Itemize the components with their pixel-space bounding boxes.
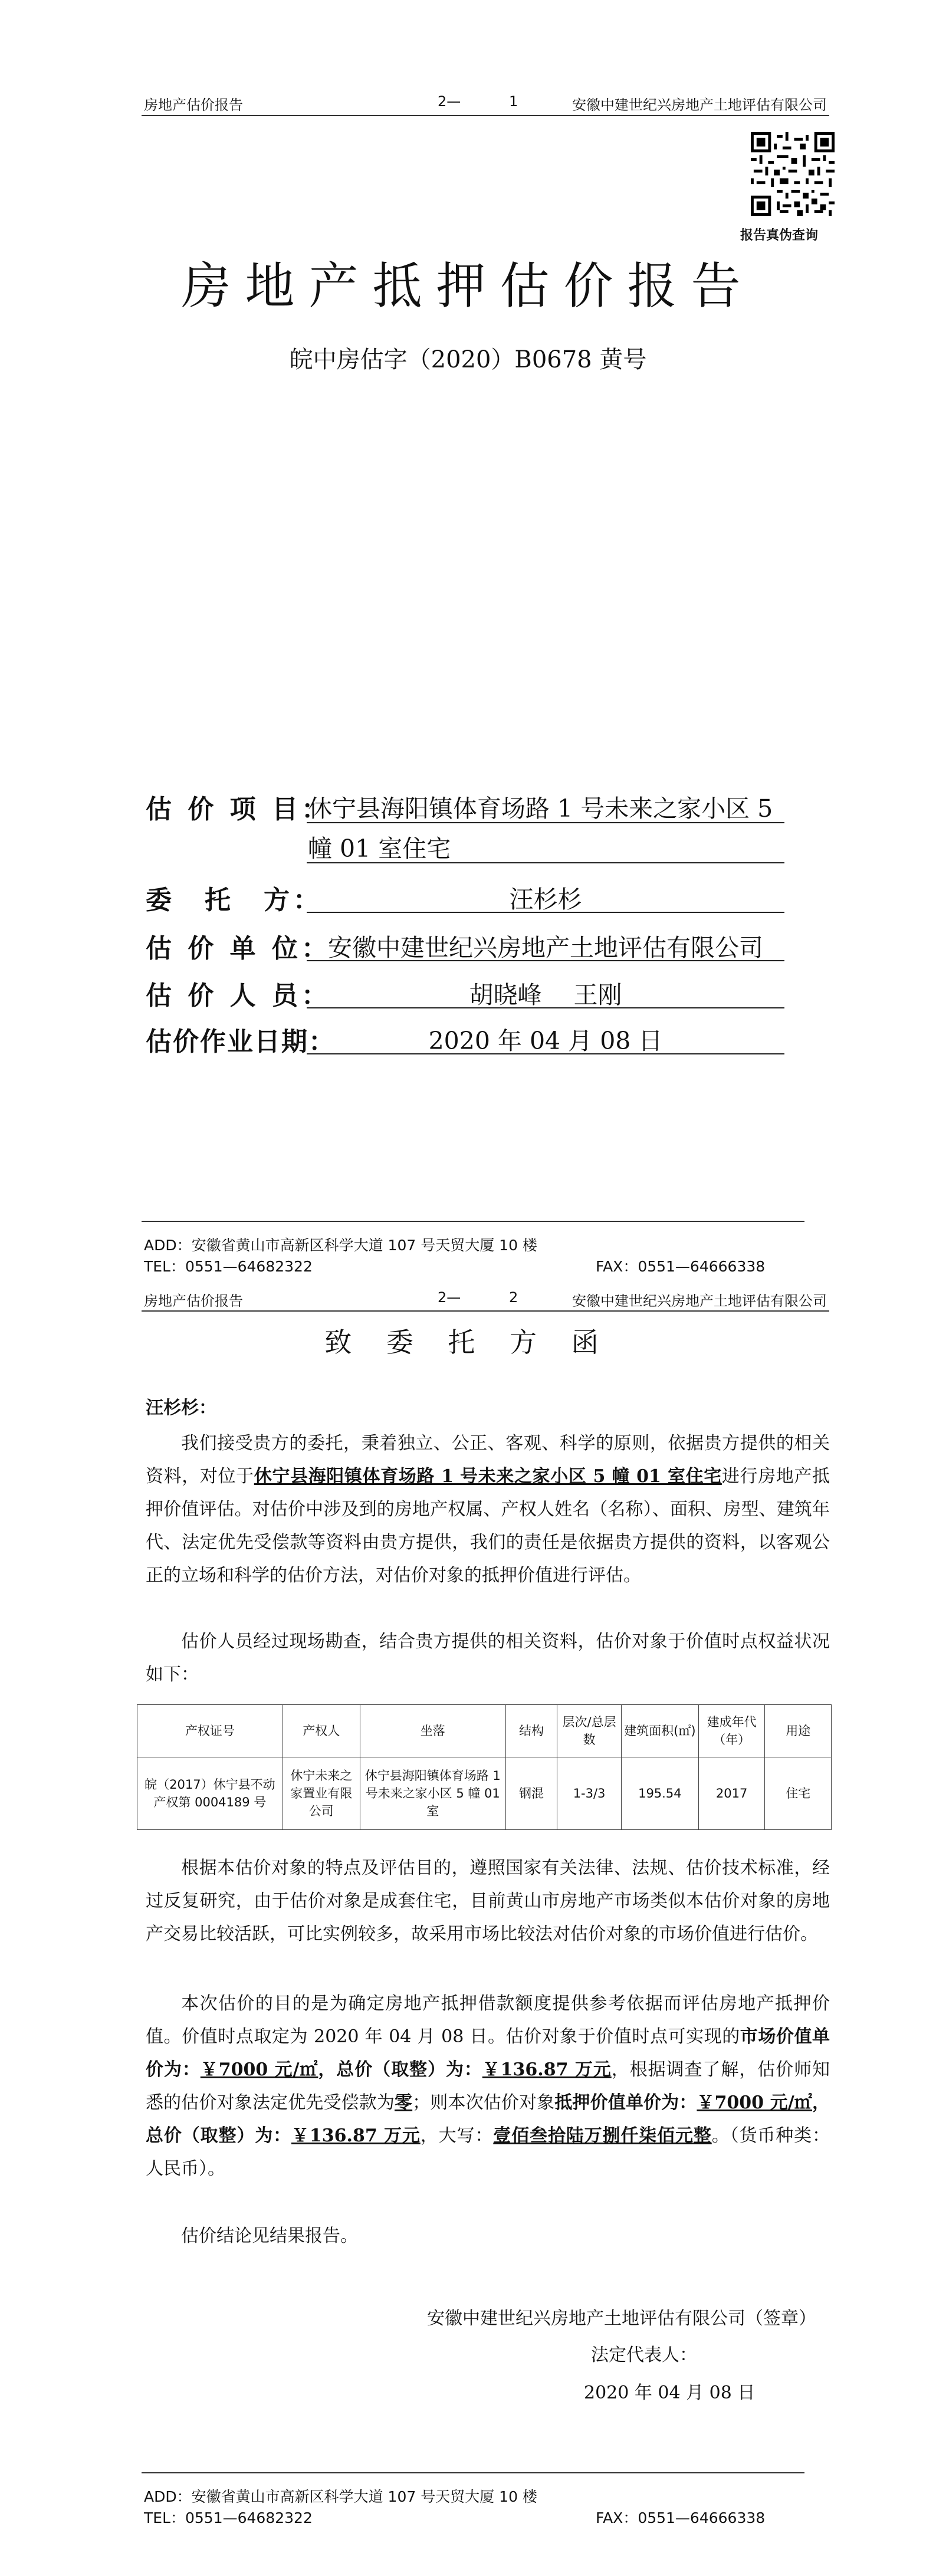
page1-header-right: 安徽中建世纪兴房地产土地评估有限公司 <box>572 97 827 113</box>
page1-header-page-b: 1 <box>509 93 518 110</box>
table-row <box>137 1757 832 1830</box>
client-label: 委 托 方： <box>146 885 323 915</box>
page1-footer-fax: FAX：0551—64666338 <box>596 1258 766 1275</box>
signature-company: 安徽中建世纪兴房地产土地评估有限公司（签章） <box>427 2308 816 2329</box>
persons-value: 胡晓峰 王刚 <box>469 981 622 1009</box>
table-header-cell: 结构 <box>505 1705 557 1757</box>
page2-header-rule <box>142 1310 829 1312</box>
table-cell: 皖（2017）休宁县不动产权第 0004189 号 <box>137 1757 283 1830</box>
table-cell: 1-3/3 <box>557 1757 621 1830</box>
page2-header-page-a: 2— <box>438 1289 461 1306</box>
date-underline <box>307 1053 784 1054</box>
project-underline-1 <box>307 822 784 823</box>
project-value-line2: 幢 01 室住宅 <box>308 834 451 863</box>
table-header-cell: 用途 <box>765 1705 832 1757</box>
persons-label: 估 价 人 员： <box>146 981 331 1011</box>
letter-title: 致 委 托 方 函 <box>324 1326 612 1358</box>
table-header-cell: 层次/总层数 <box>557 1705 621 1757</box>
table-cell: 2017 <box>698 1757 765 1830</box>
paragraph-5: 估价结论见结果报告。 <box>181 2226 358 2246</box>
mortgage-unit-price: ￥7000 元/㎡ <box>697 2092 813 2113</box>
table-cell: 住宅 <box>765 1757 832 1830</box>
unit-label: 估 价 单 位： <box>146 934 331 964</box>
date-label: 估价作业日期： <box>146 1027 336 1057</box>
page2-footer-rule <box>142 2472 804 2473</box>
page1-header-page-a: 2— <box>438 93 461 110</box>
amount-in-words: 壹佰叁拾陆万捌仟柒佰元整 <box>493 2125 712 2146</box>
report-title: 房地产抵押估价报告 <box>181 257 755 315</box>
page2-footer-tel: TEL：0551—64682322 <box>144 2509 313 2526</box>
unit-underline <box>307 960 784 961</box>
qr-code-icon[interactable] <box>751 132 835 216</box>
market-total-price: ￥136.87 万元 <box>482 2059 612 2080</box>
paragraph-4: 本次估价的目的是为确定房地产抵押借款额度提供参考依据而评估房地产抵押价值。价值时点取定为 2020 年 04 月 08 日。估价对象于价值时点可实现的市场价值单价为：￥7000 元/㎡，总价（取整）为：￥136.87 万元，根据调查了解，估价师知悉的估价对象法定优先受偿款为零；则本次估价对象抵押价值单价为：￥7000 元/㎡，总价（取整）为：￥136.87 万元，大写：壹佰叁拾陆万捌仟柒佰元整。（货币种类：人民币）。 <box>146 1993 830 2179</box>
page2-header-page-b: 2 <box>509 1289 518 1306</box>
table-cell: 休宁未来之家置业有限公司 <box>283 1757 360 1830</box>
page1-footer-tel: TEL：0551—64682322 <box>144 1258 313 1275</box>
market-unit-price: ￥7000 元/㎡ <box>200 2059 318 2080</box>
property-rights-table <box>137 1704 832 1830</box>
project-value-line1: 休宁县海阳镇体育场路 1 号未来之家小区 5 <box>308 794 773 823</box>
paragraph-2: 估价人员经过现场勘查，结合贵方提供的相关资料，估价对象于价值时点权益状况如下： <box>146 1631 830 1685</box>
paragraph-1: 我们接受贵方的委托，秉着独立、公正、客观、科学的原则，依据贵方提供的相关资料，对位于休宁县海阳镇体育场路 1 号未来之家小区 5 幢 01 室住宅进行房地产抵押价值评估。对估价中涉及到的房地产权属、产权人姓名（名称）、面积、房型、建筑年代、法定优先受偿款等资料由贵方提供，我们的责任是依据贵方提供的资料，以客观公正的立场和科学的估价方法，对估价对象的抵押价值进行评估。 <box>146 1433 830 1586</box>
signature-representative: 法定代表人： <box>591 2345 697 2365</box>
table-cell: 195.54 <box>621 1757 698 1830</box>
table-header-cell: 产权证号 <box>137 1705 283 1757</box>
table-header-row <box>137 1705 832 1757</box>
page2-header-left: 房地产估价报告 <box>144 1293 243 1309</box>
persons-underline <box>307 1007 784 1008</box>
signature-date: 2020 年 04 月 08 日 <box>584 2383 756 2403</box>
unit-value: 安徽中建世纪兴房地产土地评估有限公司 <box>328 934 763 962</box>
mortgage-total-price: ￥136.87 万元 <box>291 2125 421 2146</box>
date-value: 2020 年 04 月 08 日 <box>428 1027 663 1055</box>
client-value: 汪杉杉 <box>509 885 582 914</box>
client-underline <box>307 912 784 913</box>
table-header-cell: 建筑面积(㎡) <box>621 1705 698 1757</box>
page1-footer-address: ADD：安徽省黄山市高新区科学大道 107 号天贸大厦 10 楼 <box>144 1237 537 1254</box>
project-underline-2 <box>307 862 784 863</box>
table-header-cell: 坐落 <box>360 1705 505 1757</box>
table-cell: 休宁县海阳镇体育场路 1 号未来之家小区 5 幢 01 室 <box>360 1757 505 1830</box>
property-address: 休宁县海阳镇体育场路 1 号未来之家小区 5 幢 01 室住宅 <box>254 1466 722 1487</box>
page2-footer-fax: FAX：0551—64666338 <box>596 2509 766 2526</box>
page2-header-right: 安徽中建世纪兴房地产土地评估有限公司 <box>572 1293 827 1309</box>
table-header-cell: 产权人 <box>283 1705 360 1757</box>
page1-header-rule <box>142 115 829 116</box>
page2-footer-address: ADD：安徽省黄山市高新区科学大道 107 号天贸大厦 10 楼 <box>144 2488 537 2505</box>
paragraph-3: 根据本估价对象的特点及评估目的，遵照国家有关法律、法规、估价技术标准，经过反复研究，由于估价对象是成套住宅，目前黄山市房地产市场类似本估价对象的房地产交易比较活跃，可比实例较多，故采用市场比较法对估价对象的市场价值进行估价。 <box>146 1858 830 1944</box>
salutation: 汪杉杉： <box>146 1398 216 1418</box>
qr-caption: 报告真伪查询 <box>740 228 819 243</box>
report-number: 皖中房估字（2020）B0678 黄号 <box>289 346 647 373</box>
page1-footer-rule <box>142 1221 804 1222</box>
table-header-cell: 建成年代（年） <box>698 1705 765 1757</box>
page1-header-left: 房地产估价报告 <box>144 97 243 113</box>
project-label: 估 价 项 目： <box>146 794 331 824</box>
table-cell: 钢混 <box>505 1757 557 1830</box>
